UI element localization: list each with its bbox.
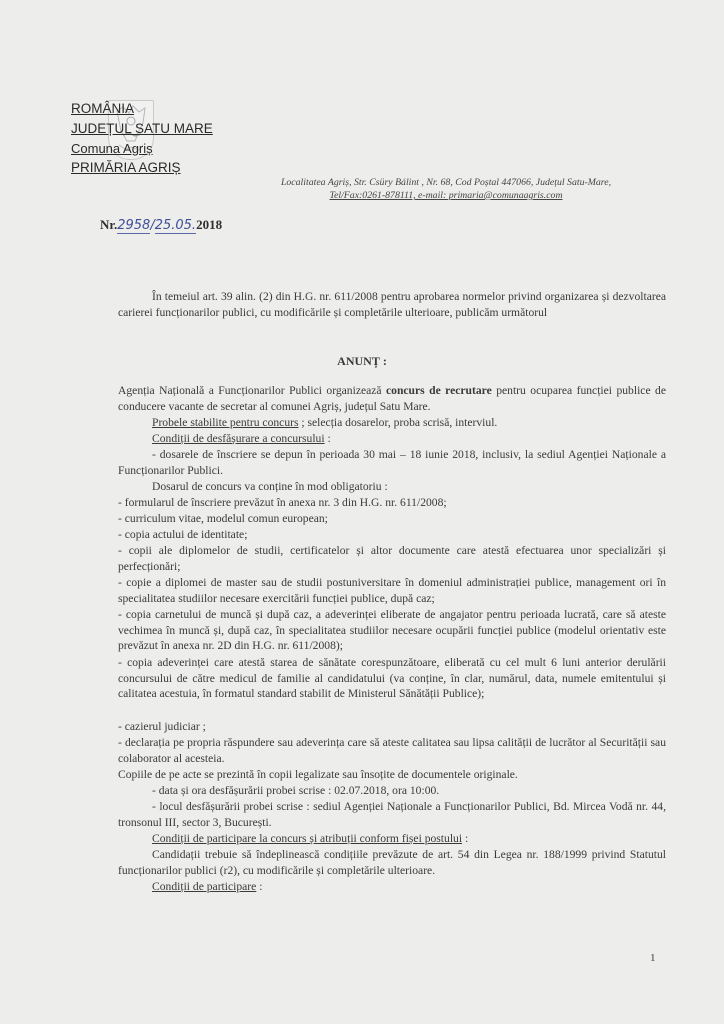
intro-paragraph: În temeiul art. 39 alin. (2) din H.G. nr. 611/2008 pentru aprobarea normelor privind organizarea și dezvoltarea carierei funcționarilor publici, cu modificările și completările ulterioare, publicăm următorul bbox=[118, 290, 666, 319]
document-item: - copia adeverinței care atestă starea de sănătate corespunzătoare, eliberată cu cel mult 6 luni anterior derulării concursului de către medicul de familie al candidatului (va conține, în clar, numărul, data, numele emitentului și calitatea acestuia, în formatul standard stabilit de Ministerul Sănătății Publice); bbox=[118, 656, 666, 700]
conditii-participare-line bbox=[152, 879, 700, 895]
probe-text: ; selecția dosarelor, proba scrisă, interviul. bbox=[298, 416, 498, 429]
copii-note: Copiile de pe acte se prezintă în copii legalizate sau însoțite de documentele originale. bbox=[118, 768, 518, 781]
participare-label: Condiții de participare la concurs și atribuții conform fișei postului bbox=[152, 832, 463, 845]
letterhead-country: ROMÂNIA bbox=[71, 101, 135, 116]
written-test-date: - data și ora desfășurării probei scrise : 02.07.2018, ora 10:00. bbox=[152, 784, 440, 797]
p1-bold: concurs de recrutare bbox=[386, 384, 492, 397]
handwritten-number: 2958 bbox=[117, 218, 151, 233]
probe-line bbox=[152, 415, 700, 431]
handwritten-date: 25.05. bbox=[154, 218, 197, 233]
written-test-location: - locul desfășurării probei scrise : sediul Agenției Naționale a Funcționarilor Publici, Bd. Mircea Vodă nr. 44, tronsonul III, sector 3, București. bbox=[118, 800, 666, 829]
document-item: - copia actului de identitate; bbox=[118, 528, 248, 541]
p1-before: Agenția Națională a Funcționarilor Publici organizează bbox=[118, 384, 387, 397]
letterhead-commune: Comuna Agriș bbox=[71, 141, 153, 156]
conditii-label: Condiții de desfășurare a concursului bbox=[152, 432, 325, 445]
document-title: ANUNȚ : bbox=[337, 354, 387, 368]
dosar-intro: Dosarul de concurs va conține în mod obligatoriu : bbox=[152, 480, 388, 493]
document-item: - copie a diplomei de master sau de studii postuniversitare în domeniul administrației publice, management ori în specialitatea studiilor necesare exercitării funcției publice, după caz; bbox=[118, 576, 666, 605]
registration-prefix: Nr. bbox=[100, 217, 118, 232]
depunere-paragraph: - dosarele de înscriere se depun în perioada 30 mai – 18 iunie 2018, inclusiv, la sediul Agenției Naționale a Funcționarilor Publici. bbox=[118, 448, 666, 477]
document-item: - copii ale diplomelor de studii, certificatelor și altor documente care atestă efectuarea unor specializări și perfecționări; bbox=[118, 544, 666, 573]
contact-text: Tel/Fax:0261-878111, e-mail: primaria@comunaagris.com bbox=[329, 190, 563, 201]
conditii-colon: : bbox=[324, 432, 331, 445]
conditii-participare-label: Condiții de participare bbox=[152, 880, 257, 893]
document-item: - curriculum vitae, modelul comun european; bbox=[118, 512, 328, 525]
registration-separator: / bbox=[150, 218, 155, 233]
letterhead-county: JUDEȚUL SATU MARE bbox=[71, 121, 213, 136]
document-item: - formularul de înscriere prevăzut în anexa nr. 3 din H.G. nr. 611/2008; bbox=[118, 496, 447, 509]
participare-colon: : bbox=[462, 832, 469, 845]
probe-label: Probele stabilite pentru concurs bbox=[152, 416, 299, 429]
candidati-paragraph: Candidații trebuie să îndeplinească condițiile prevăzute de art. 54 din Legea nr. 188/1999 privind Statutul funcționarilor publici (r2), cu modificările și completările ulterioare. bbox=[118, 848, 666, 877]
document-item: - cazierul judiciar ; bbox=[118, 720, 206, 733]
registration-number bbox=[100, 217, 222, 233]
conditii-participare-colon: : bbox=[256, 880, 263, 893]
document-item: - copia carnetului de muncă și după caz, a adeverinței eliberate de angajator pentru perioada lucrată, care să ateste vechimea în muncă și, după caz, în specialitatea studiilor necesare ocupării funcției publice (modelul orientativ este prevăzut în anexa nr. 2D din H.G. nr. 611/2008); bbox=[118, 608, 666, 652]
letterhead-contact bbox=[241, 190, 651, 201]
registration-year: 2018 bbox=[196, 217, 223, 232]
participare-line bbox=[152, 831, 700, 847]
p1-after: pentru ocuparea funcției publice de conducere vacante de secretar al comunei Agriș, județul Satu Mare. bbox=[118, 384, 666, 413]
document-item: - declarația pe propria răspundere sau adeverința care să ateste calitatea sau lipsa calității de lucrător al Securității sau colaborator al acesteia. bbox=[118, 736, 666, 765]
page-number: 1 bbox=[650, 952, 656, 964]
announcement-paragraph bbox=[118, 383, 666, 414]
letterhead-institution: PRIMĂRIA AGRIȘ bbox=[71, 160, 181, 175]
letterhead-address: Localitatea Agriș, Str. Csüry Bálint , Nr. 68, Cod Poștal 447066, Județul Satu-Mare, bbox=[280, 177, 612, 188]
conditii-line bbox=[152, 431, 700, 447]
